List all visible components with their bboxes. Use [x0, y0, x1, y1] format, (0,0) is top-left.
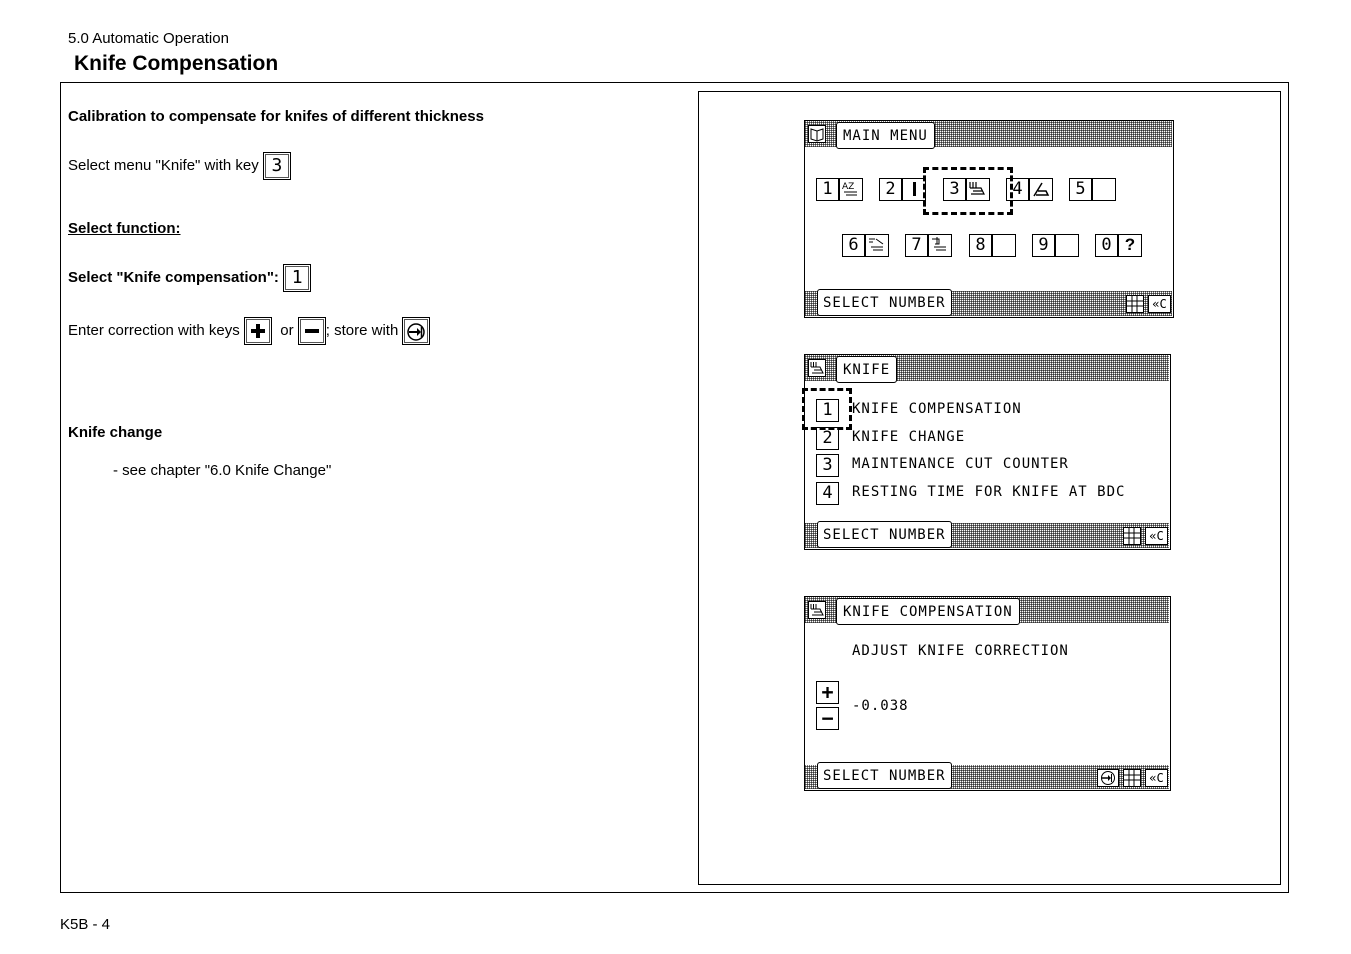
menu-key-6[interactable]: 6 — [842, 234, 865, 257]
keypad-icon[interactable] — [1126, 295, 1144, 313]
menu-key-5[interactable]: 5 — [1069, 178, 1092, 201]
plus-key-icon — [244, 317, 272, 345]
main-menu-screen — [804, 120, 1174, 318]
knife-menu-item-maintenance: MAINTENANCE CUT COUNTER — [852, 456, 1069, 472]
status-select-number: SELECT NUMBER — [817, 762, 952, 789]
select-knife-comp-instruction — [68, 264, 311, 292]
correction-value: -0.038 — [852, 698, 909, 714]
store-text: ; store with — [325, 321, 399, 339]
menu-key-1[interactable]: 1 — [816, 178, 839, 201]
highlight-key-1 — [802, 388, 852, 430]
clamp-icon — [928, 234, 952, 257]
empty-icon — [1092, 178, 1116, 201]
program-icon — [865, 234, 889, 257]
minus-button[interactable]: − — [816, 707, 839, 730]
knife-menu-key-1[interactable]: 1 — [816, 399, 839, 422]
knife-compensation-title: KNIFE COMPENSATION — [836, 598, 1020, 625]
knife-menu-key-3[interactable]: 3 — [816, 454, 839, 477]
plus-button[interactable]: + — [816, 681, 839, 704]
or-text: or — [280, 321, 294, 339]
sort-az-icon — [839, 178, 863, 201]
menu-key-8[interactable]: 8 — [969, 234, 992, 257]
knife-menu-title: KNIFE — [836, 356, 897, 383]
keypad-icon[interactable] — [1123, 527, 1141, 545]
section-label: 5.0 Automatic Operation — [68, 30, 229, 47]
page-title: Knife Compensation — [74, 52, 279, 75]
knife-menu-item-resting-time: RESTING TIME FOR KNIFE AT BDC — [852, 484, 1126, 500]
knife-menu-screen — [804, 354, 1171, 550]
tools-icon — [1029, 178, 1053, 201]
menu-key-2[interactable]: 2 — [879, 178, 902, 201]
status-select-number: SELECT NUMBER — [817, 521, 952, 548]
page-number: K5B - 4 — [60, 916, 111, 933]
knife-icon — [808, 359, 826, 377]
enter-correction-text: Enter correction with keys — [68, 321, 240, 339]
key-1: 1 — [283, 264, 311, 292]
empty-icon — [992, 234, 1016, 257]
adjust-instruction: ADJUST KNIFE CORRECTION — [852, 643, 1069, 659]
menu-key-4[interactable]: 4 — [1006, 178, 1029, 201]
knife-compensation-screen — [804, 596, 1171, 791]
status-select-number: SELECT NUMBER — [817, 289, 952, 316]
calibration-heading: Calibration to compensate for knifes of different thickness — [68, 108, 484, 125]
highlight-key-3 — [923, 167, 1013, 215]
minus-key-icon — [298, 317, 326, 345]
knife-change-heading: Knife change — [68, 424, 163, 441]
knife-menu-key-4[interactable]: 4 — [816, 482, 839, 505]
select-function-heading: Select function: — [68, 220, 181, 237]
menu-key-0[interactable]: 0 — [1095, 234, 1118, 257]
knife-menu-item-compensation: KNIFE COMPENSATION — [852, 401, 1022, 417]
enter-correction-instruction — [68, 317, 430, 345]
back-clear-icon[interactable]: «C — [1145, 527, 1168, 545]
knife-change-reference: - see chapter "6.0 Knife Change" — [113, 462, 332, 479]
menu-key-7[interactable]: 7 — [905, 234, 928, 257]
help-icon: ? — [1118, 234, 1142, 257]
back-clear-icon[interactable]: «C — [1145, 769, 1168, 787]
knife-icon — [808, 601, 826, 619]
enter-key-icon — [402, 317, 430, 345]
select-menu-text: Select menu "Knife" with key — [68, 156, 259, 174]
back-clear-icon[interactable]: «C — [1148, 295, 1171, 313]
key-3: 3 — [263, 152, 291, 180]
svg-text:AZ: AZ — [842, 182, 855, 192]
enter-icon[interactable] — [1097, 769, 1119, 787]
select-knife-comp-text: Select "Knife compensation": — [68, 268, 279, 286]
book-icon — [808, 125, 826, 143]
menu-key-9[interactable]: 9 — [1032, 234, 1055, 257]
select-menu-instruction — [68, 152, 291, 180]
menu-key-3[interactable]: 3 — [943, 178, 966, 201]
main-menu-title: MAIN MENU — [836, 122, 935, 149]
knife-menu-item-change: KNIFE CHANGE — [852, 429, 966, 445]
knife-menu-key-2[interactable]: 2 — [816, 427, 839, 450]
empty-icon — [1055, 234, 1079, 257]
keypad-icon[interactable] — [1123, 769, 1141, 787]
